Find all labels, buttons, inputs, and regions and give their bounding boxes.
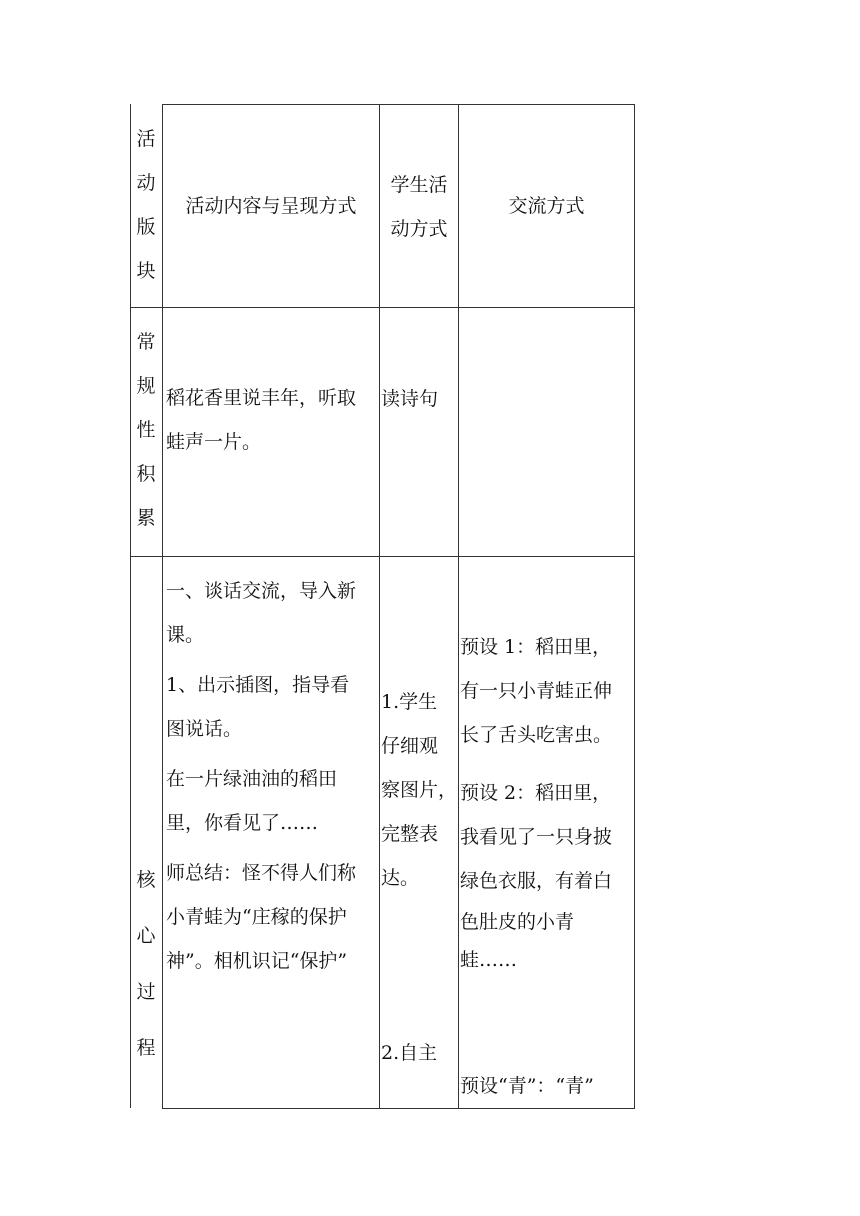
core-activity-2 — [381, 1031, 459, 1075]
core-activity-1 — [381, 680, 459, 900]
header-student-activity — [380, 163, 458, 251]
col4-left-border — [458, 104, 459, 1108]
core-exchange-3 — [460, 1064, 635, 1108]
core-content-line: 神”。相机识记“保护” — [166, 950, 348, 972]
routine-row-label — [131, 320, 161, 540]
routine-content-line: 蛙声一片。 — [166, 431, 262, 453]
header-bottom-border — [130, 307, 635, 308]
routine-content-line: 稻花香里说丰年，听取 — [166, 387, 357, 409]
header-col1-char: 版 — [136, 216, 156, 238]
core-label-char: 过 — [136, 981, 156, 1003]
core-exchange-line: 色肚皮的小青 — [460, 911, 575, 933]
core-exchange-line: 蛙…… — [460, 949, 518, 971]
core-activity-line: 察图片， — [381, 779, 458, 801]
core-activity-line: 2.自主 — [381, 1042, 438, 1064]
core-content-line: 小青蛙为“庄稼的保护 — [166, 906, 347, 928]
table-top-border — [162, 104, 635, 105]
core-exchange-line: 绿色衣服，有着白 — [460, 870, 613, 892]
core-content-line: 1、出示插图，指导看 — [166, 674, 350, 696]
header-col3-line: 动方式 — [390, 218, 448, 240]
table-bottom-border — [162, 1108, 635, 1109]
core-exchange-1 — [460, 625, 635, 757]
core-exchange-line: 预设 1：稻田里， — [460, 636, 612, 658]
header-col1-char: 块 — [136, 260, 156, 282]
core-content-line: 在一片绿油油的稻田 — [166, 768, 338, 790]
core-row-label — [131, 852, 161, 1076]
routine-label-char: 性 — [136, 419, 156, 441]
header-activity-module — [131, 117, 161, 293]
core-activity-line: 1.学生 — [381, 691, 438, 713]
header-col1-char: 活 — [136, 128, 156, 150]
core-exchange-line: 有一只小青蛙正伸 — [460, 680, 613, 702]
core-content-line: 一、谈话交流，导入新 — [166, 580, 357, 602]
core-activity-line: 达。 — [381, 867, 420, 889]
col3-left-border — [379, 104, 380, 1108]
routine-label-char: 积 — [136, 463, 156, 485]
core-content-line: 里，你看见了…… — [166, 812, 319, 834]
core-activity-line: 完整表 — [381, 823, 439, 845]
core-content — [166, 569, 379, 983]
core-activity-line: 仔细观 — [381, 735, 439, 757]
core-exchange-line: 预设 2：稻田里， — [460, 782, 612, 804]
core-label-char: 程 — [136, 1037, 156, 1059]
routine-label-char: 规 — [136, 375, 156, 397]
header-col1-char: 动 — [136, 172, 156, 194]
core-exchange-line: 预设“青”：“青” — [460, 1075, 594, 1097]
routine-activity: 读诗句 — [381, 388, 439, 410]
col2-left-border — [162, 104, 163, 1108]
core-content-line: 图说话。 — [166, 718, 243, 740]
core-content-line: 师总结：怪不得人们称 — [166, 862, 357, 884]
core-exchange-line: 长了舌头吃害虫。 — [460, 724, 613, 746]
routine-row-bottom-border — [130, 556, 635, 557]
header-content-method: 活动内容与呈现方式 — [185, 195, 357, 217]
routine-label-char: 常 — [136, 331, 156, 353]
header-exchange-method: 交流方式 — [508, 195, 585, 217]
core-label-char: 核 — [136, 869, 156, 891]
core-exchange-2 — [460, 771, 635, 979]
routine-label-char: 累 — [136, 507, 156, 529]
routine-content — [166, 376, 379, 464]
core-label-char: 心 — [136, 925, 156, 947]
core-content-line: 课。 — [166, 624, 205, 646]
core-exchange-line: 我看见了一只身披 — [460, 826, 613, 848]
header-col3-line: 学生活 — [390, 174, 448, 196]
